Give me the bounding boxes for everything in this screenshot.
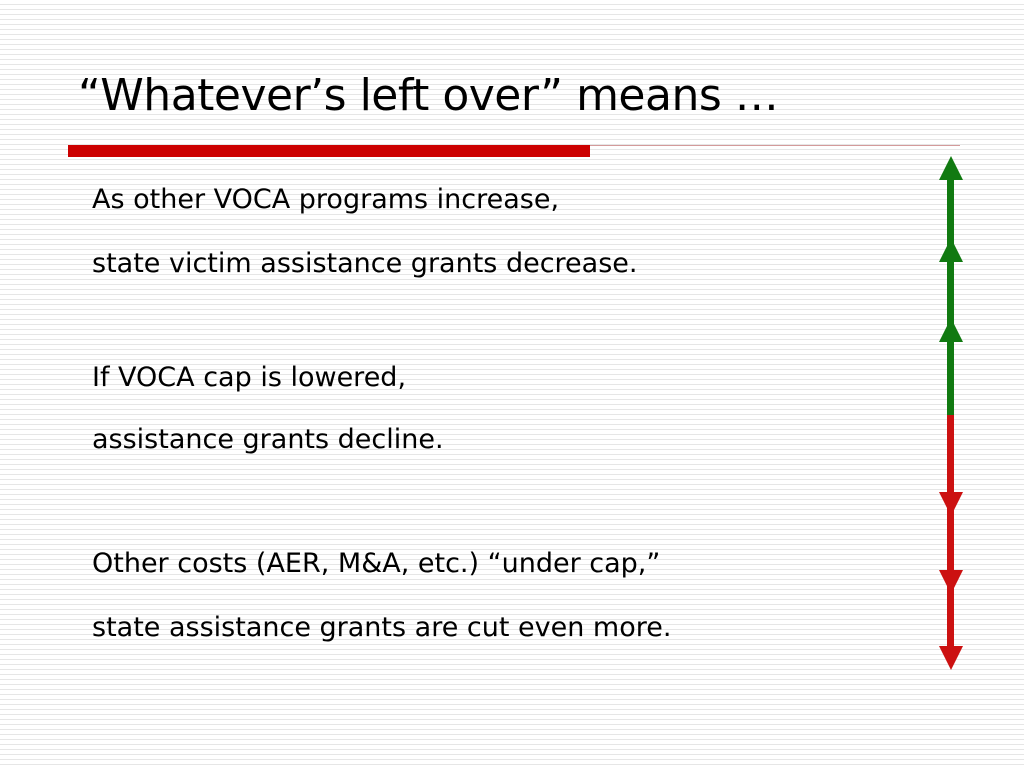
body-line-4: assistance grants decline.	[92, 424, 444, 455]
body-line-3: If VOCA cap is lowered,	[92, 362, 407, 393]
down-arrow-icon	[939, 492, 963, 516]
up-arrow-icon	[939, 318, 963, 342]
title-accent-bar	[68, 145, 590, 157]
red-arrow-shaft	[947, 415, 954, 660]
up-arrow-icon	[939, 238, 963, 262]
title-divider-line	[590, 145, 960, 146]
green-arrow-shaft	[947, 170, 954, 415]
down-arrow-icon	[939, 646, 963, 670]
body-line-6: state assistance grants are cut even more.	[92, 612, 672, 643]
down-arrow-icon	[939, 570, 963, 594]
up-down-arrow-indicator	[930, 150, 974, 675]
slide-title: “Whatever’s left over” means …	[78, 70, 779, 121]
body-line-1: As other VOCA programs increase,	[92, 184, 560, 215]
body-line-2: state victim assistance grants decrease.	[92, 248, 638, 279]
up-arrow-icon	[939, 156, 963, 180]
body-line-5: Other costs (AER, M&A, etc.) “under cap,”	[92, 548, 661, 579]
